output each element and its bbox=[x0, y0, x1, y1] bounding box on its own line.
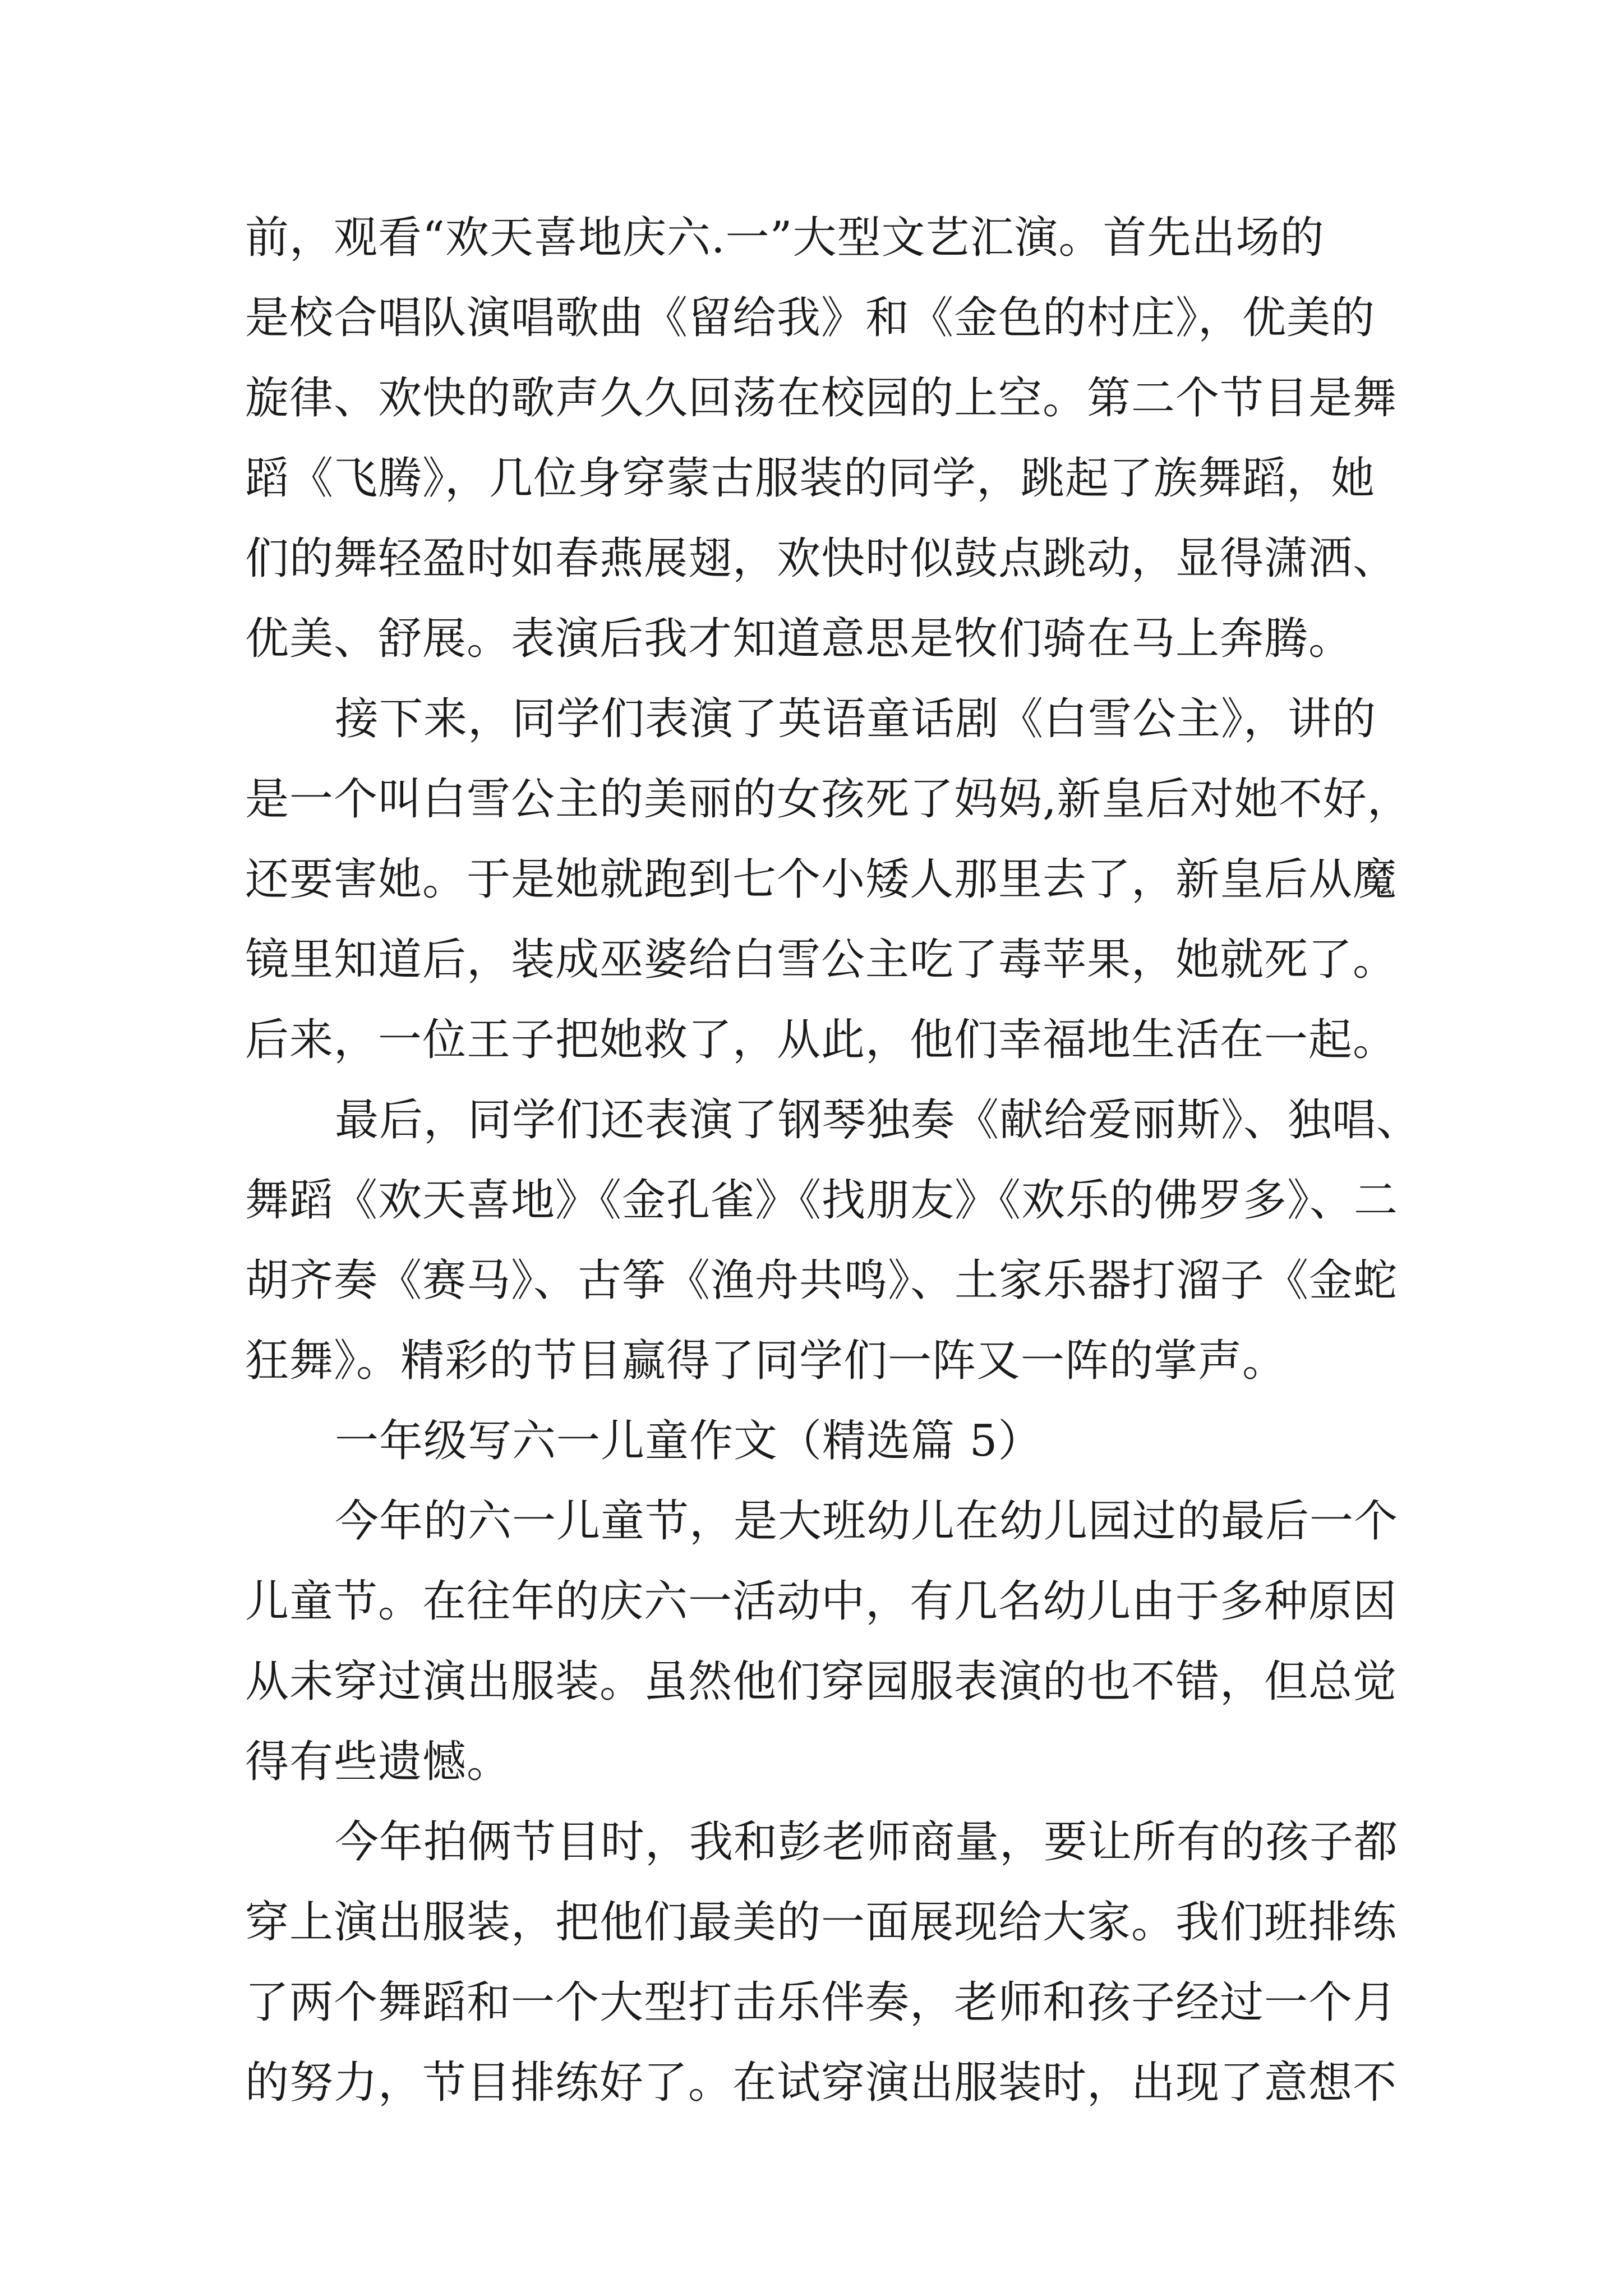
text-line: 穿上演出服装，把他们最美的一面展现给大家。我们班排练 bbox=[245, 1897, 1398, 1948]
text-line: 还要害她。于是她就跑到七个小矮人那里去了，新皇后从魔 bbox=[245, 854, 1398, 905]
text-line: 舞蹈《欢天喜地》《金孔雀》《找朋友》《欢乐的佛罗多》、二 bbox=[245, 1175, 1399, 1226]
paragraph-start-line: 最后，同学们还表演了钢琴独奏《献给爱丽斯》、独唱、 bbox=[335, 1095, 1421, 1145]
section-heading: 一年级写六一儿童作文（精选篇 5） bbox=[335, 1416, 1043, 1466]
text-line: 胡齐奏《赛马》、古筝《渔舟共鸣》、土家乐器打溜子《金蛇 bbox=[245, 1255, 1398, 1306]
text-line: 从未穿过演出服装。虽然他们穿园服表演的也不错，但总觉 bbox=[245, 1657, 1398, 1707]
text-line: 们的舞轻盈时如春燕展翅，欢快时似鼓点跳动，显得潇洒、 bbox=[245, 533, 1398, 584]
text-line: 蹈《飞腾》，几位身穿蒙古服装的同学，跳起了族舞蹈，她 bbox=[245, 453, 1376, 504]
text-line: 儿童节。在往年的庆六一活动中，有几名幼儿由于多种原因 bbox=[245, 1576, 1398, 1627]
text-line: 前，观看“欢天喜地庆六.一”大型文艺汇演。首先出场的 bbox=[245, 213, 1325, 263]
text-line: 镜里知道后，装成巫婆给白雪公主吃了毒苹果，她就死了。 bbox=[245, 935, 1398, 985]
text-line: 的努力，节目排练好了。在试穿演出服装时，出现了意想不 bbox=[245, 2058, 1398, 2108]
paragraph-start-line: 接下来，同学们表演了英语童话剧《白雪公主》，讲的 bbox=[335, 694, 1377, 744]
text-line: 旋律、欢快的歌声久久回荡在校园的上空。第二个节目是舞 bbox=[245, 373, 1398, 424]
text-line: 狂舞》。精彩的节目赢得了同学们一阵又一阵的掌声。 bbox=[245, 1336, 1287, 1386]
text-line: 优美、舒展。表演后我才知道意思是牧们骑在马上奔腾。 bbox=[245, 614, 1353, 664]
text-line: 是校合唱队演唱歌曲《留给我》和《金色的村庄》，优美的 bbox=[245, 293, 1376, 343]
text-line: 是一个叫白雪公主的美丽的女孩死了妈妈,新皇后对她不好， bbox=[245, 774, 1412, 825]
text-line: 后来，一位王子把她救了，从此，他们幸福地生活在一起。 bbox=[245, 1015, 1398, 1065]
text-line: 了两个舞蹈和一个大型打击乐伴奏，老师和孩子经过一个月 bbox=[245, 1977, 1398, 2028]
text-line: 得有些遗憾。 bbox=[245, 1737, 511, 1787]
paragraph-start-line: 今年拍俩节目时，我和彭老师商量，要让所有的孩子都 bbox=[335, 1817, 1399, 1867]
paragraph-start-line: 今年的六一儿童节，是大班幼儿在幼儿园过的最后一个 bbox=[335, 1496, 1399, 1547]
body-text bbox=[245, 198, 1421, 2123]
